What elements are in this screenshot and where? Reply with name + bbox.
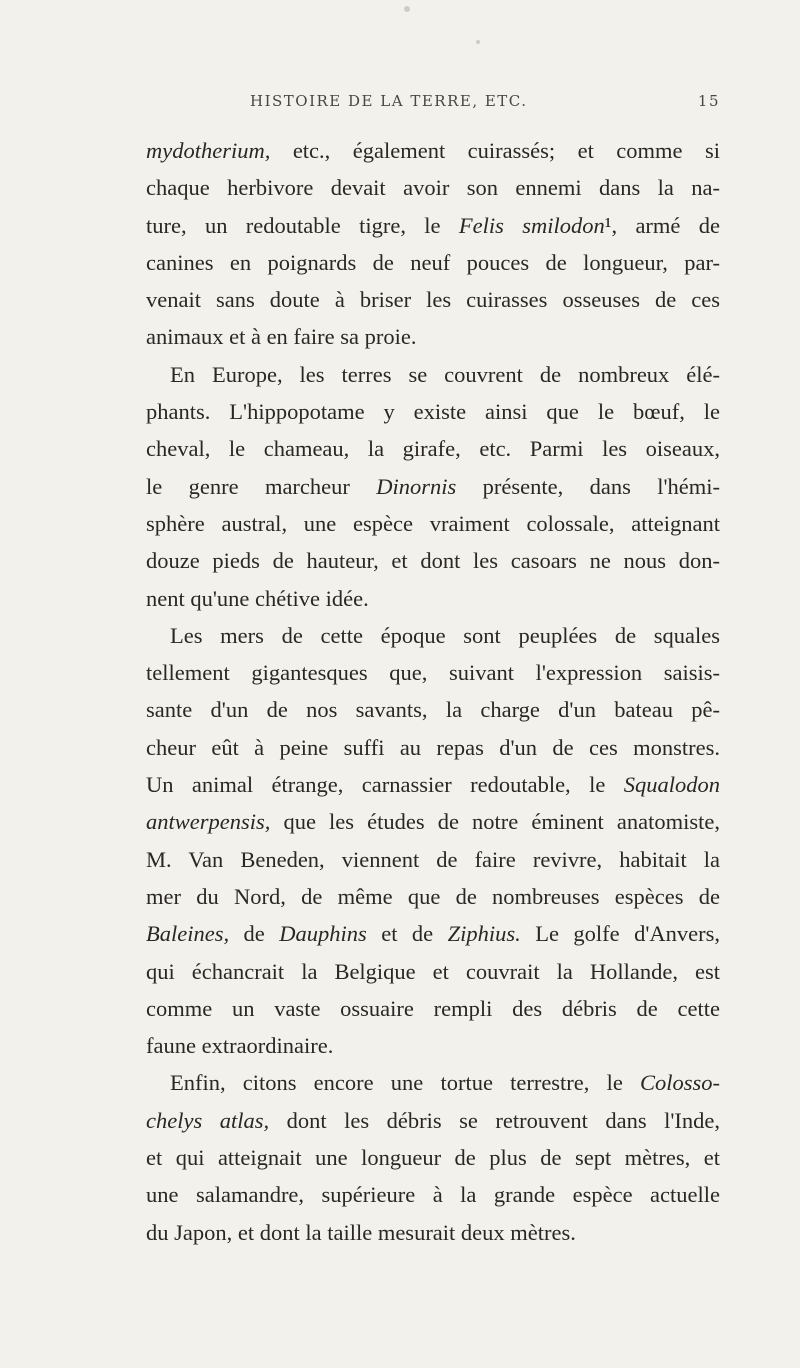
italic-term: mydotherium, — [146, 138, 271, 163]
text-line — [146, 1064, 720, 1101]
text-line — [146, 132, 720, 169]
text-run: ¹, armé de — [604, 212, 720, 238]
italic-term: Felis smilodon — [458, 212, 605, 238]
text-run: mer du Nord, de même que de nombreuses espèces de — [146, 883, 720, 909]
text-line — [146, 207, 720, 244]
text-line — [146, 1102, 720, 1139]
text-line — [146, 803, 720, 840]
text-run: le genre marcheur — [146, 473, 377, 499]
text-run: sphère austral, une espèce vraiment colossale, atteignant — [146, 510, 720, 536]
text-run: qui échancrait la Belgique et couvrait la Hollande, est — [146, 958, 720, 984]
text-run: et de — [366, 921, 448, 947]
text-line — [146, 169, 720, 206]
text-run: venait sans doute à briser les cuirasses osseuses de ces — [146, 287, 720, 313]
running-title: HISTOIRE DE LA TERRE, ETC. — [250, 92, 528, 110]
text-line — [146, 244, 720, 281]
text-line — [146, 878, 720, 915]
text-run: chaque herbivore devait avoir son ennemi dans la na- — [146, 175, 720, 201]
text-line — [146, 729, 720, 766]
text-line — [146, 430, 720, 467]
text-run: etc., également cuirassés; et comme si — [270, 138, 720, 163]
text-line — [146, 1139, 720, 1176]
text-run: une salamandre, supérieure à la grande espèce actuelle — [146, 1182, 720, 1208]
text-run: présente, dans l'hémi- — [456, 473, 720, 499]
text-line — [146, 281, 720, 318]
text-line — [146, 654, 720, 691]
text-run: sante d'un de nos savants, la charge d'un bateau pê- — [146, 697, 720, 723]
text-run: de — [229, 921, 280, 947]
text-line — [146, 318, 720, 355]
page-number: 15 — [697, 92, 720, 110]
text-line — [146, 617, 720, 654]
text-run: ture, un redoutable tigre, le — [146, 212, 459, 238]
text-run: Les mers de cette époque sont peuplées de squales — [170, 622, 720, 648]
text-line — [146, 393, 720, 430]
text-run: dont les débris se retrouvent dans l'Inde, — [269, 1107, 720, 1133]
text-line — [146, 691, 720, 728]
text-run: cheur eût à peine suffi au repas d'un de ces monstres. — [146, 734, 720, 760]
text-run: canines en poignards de neuf pouces de longueur, par- — [146, 249, 720, 275]
italic-term: Ziphius. — [447, 921, 521, 947]
page-speck — [476, 40, 480, 44]
text-line — [146, 1176, 720, 1213]
text-run: faune extraordinaire. — [146, 1033, 334, 1059]
text-run: comme un vaste ossuaire rempli des débris de cette — [146, 995, 720, 1021]
text-line — [146, 766, 720, 803]
italic-term: Colosso- — [639, 1070, 720, 1096]
text-line — [146, 468, 720, 505]
text-line — [146, 915, 720, 952]
italic-term: chelys atlas, — [146, 1107, 270, 1133]
text-run: animaux et à en faire sa proie. — [146, 324, 417, 350]
text-run: Le golfe d'Anvers, — [520, 921, 720, 947]
text-line — [146, 953, 720, 990]
italic-term: Baleines, — [146, 921, 230, 947]
text-run: Un animal étrange, carnassier redoutable, le — [146, 772, 624, 798]
italic-term: antwerpensis, — [146, 809, 271, 835]
text-line — [146, 1214, 720, 1251]
text-run: Enfin, citons encore une tortue terrestre, le — [170, 1070, 640, 1096]
text-line — [146, 505, 720, 542]
text-run: cheval, le chameau, la girafe, etc. Parmi les oiseaux, — [146, 436, 720, 462]
text-line — [146, 990, 720, 1027]
text-run: du Japon, et dont la taille mesurait deux mètres. — [146, 1219, 576, 1245]
italic-term: Squalodon — [623, 772, 720, 798]
text-run: En Europe, les terres se couvrent de nombreux élé- — [170, 361, 720, 387]
body-text — [146, 132, 720, 1251]
text-run: M. Van Beneden, viennent de faire revivre, habitait la — [146, 846, 720, 872]
text-line — [146, 841, 720, 878]
text-run: et qui atteignait une longueur de plus de sept mètres, et — [146, 1145, 720, 1171]
text-run: douze pieds de hauteur, et dont les casoars ne nous don- — [146, 548, 720, 574]
text-run: tellement gigantesques que, suivant l'expression saisis- — [146, 660, 720, 686]
text-run: que les études de notre éminent anatomiste, — [270, 809, 720, 835]
italic-term: Dinornis — [376, 473, 457, 499]
text-line — [146, 1027, 720, 1064]
text-run: nent qu'une chétive idée. — [146, 585, 369, 611]
text-line — [146, 580, 720, 617]
text-run: phants. L'hippopotame y existe ainsi que le bœuf, le — [146, 399, 720, 425]
page-speck — [404, 6, 410, 12]
text-line — [146, 542, 720, 579]
text-line — [146, 356, 720, 393]
italic-term: Dauphins — [279, 921, 367, 947]
